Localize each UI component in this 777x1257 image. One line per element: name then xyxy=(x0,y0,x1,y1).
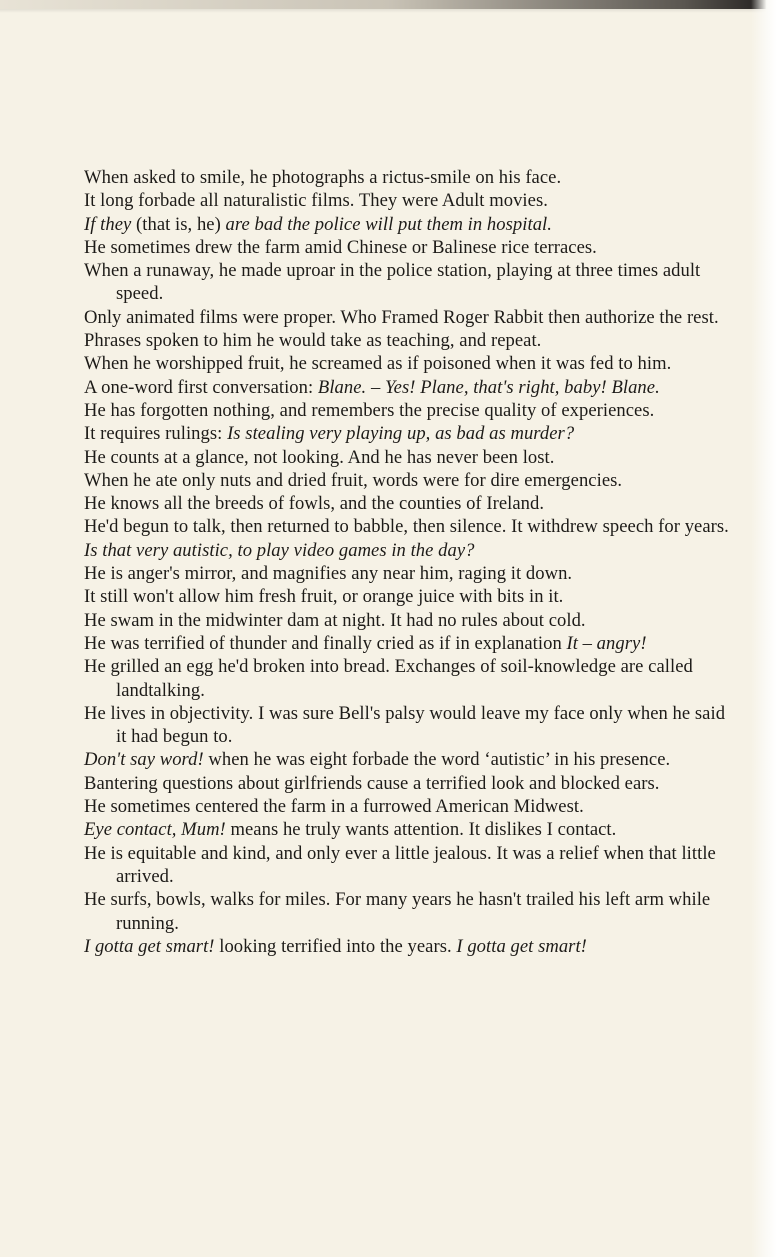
poem-line-text: Bantering questions about girlfriends cause a terrified look and blocked ears. xyxy=(84,772,660,794)
poem-line-text: He was terrified of thunder and finally cried as if in explanation xyxy=(84,632,567,654)
poem-line xyxy=(84,772,734,795)
poem-line xyxy=(84,609,734,632)
poem-line-italic-text: I gotta get smart! xyxy=(84,935,215,957)
poem-line xyxy=(84,632,734,655)
poem-line-text: means he truly wants attention. It dislikes I contact. xyxy=(225,819,617,841)
poem-line-text: It requires rulings: xyxy=(84,423,228,445)
poem-body xyxy=(84,166,734,958)
poem-line xyxy=(84,655,734,702)
poem-line xyxy=(84,842,734,889)
poem-line-text: He has forgotten nothing, and remembers the precise quality of experiences. xyxy=(84,399,655,421)
poem-line xyxy=(84,539,734,562)
poem-line xyxy=(84,748,734,771)
poem-line-text: He is equitable and kind, and only ever a little jealous. It was a relief when that little arrived. xyxy=(84,842,716,887)
poem-line-text: Only animated films were proper. Who Framed Roger Rabbit then authorize the rest. xyxy=(84,306,719,328)
poem-line-text: He counts at a glance, not looking. And he has never been lost. xyxy=(84,446,555,468)
poem-line xyxy=(84,376,734,399)
poem-line-text: Phrases spoken to him he would take as teaching, and repeat. xyxy=(84,330,542,352)
poem-line xyxy=(84,329,734,352)
poem-line xyxy=(84,166,734,189)
poem-line-italic-text: It – angry! xyxy=(566,632,647,654)
poem-line-italic-text: I gotta get smart! xyxy=(456,935,587,957)
poem-line-text: He grilled an egg he'd broken into bread. Exchanges of soil-knowledge are called landtalking. xyxy=(84,656,693,701)
poem-line-text: (that is, he) xyxy=(131,213,226,235)
poem-line xyxy=(84,562,734,585)
poem-line xyxy=(84,399,734,422)
poem-line xyxy=(84,306,734,329)
poem-line-italic-text: Blane. – Yes! Plane, that's right, baby! Blane. xyxy=(317,376,660,398)
poem-line-text: He swam in the midwinter dam at night. It had no rules about cold. xyxy=(84,609,586,631)
poem-line-text: A one-word first conversation: xyxy=(84,376,318,398)
poem-line xyxy=(84,236,734,259)
page-right-margin xyxy=(751,0,777,1257)
poem-line xyxy=(84,259,734,306)
poem-line xyxy=(84,469,734,492)
poem-line-text: He lives in objectivity. I was sure Bell's palsy would leave my face only when he said it had begun to. xyxy=(84,702,726,748)
page-top-edge xyxy=(0,0,777,9)
poem-line xyxy=(84,585,734,608)
poem-line-text: When he worshipped fruit, he screamed as if poisoned when it was fed to him. xyxy=(84,353,672,375)
poem-line xyxy=(84,422,734,445)
poem-line-italic-text: Is that very autistic, to play video games in the day? xyxy=(84,539,475,561)
poem-line xyxy=(84,888,734,935)
poem-line-text: It still won't allow him fresh fruit, or orange juice with bits in it. xyxy=(84,586,564,608)
poem-line-text: He is anger's mirror, and magnifies any near him, raging it down. xyxy=(84,563,573,585)
poem-line-text: When a runaway, he made uproar in the police station, playing at three times adult speed. xyxy=(84,260,701,305)
poem-line xyxy=(84,935,734,958)
poem-line-text: It long forbade all naturalistic films. They were Adult movies. xyxy=(84,190,548,212)
poem-line xyxy=(84,189,734,212)
poem-line xyxy=(84,492,734,515)
poem-line-italic-text: If they xyxy=(84,213,132,235)
poem-line-text: He'd begun to talk, then returned to babble, then silence. It withdrew speech for years. xyxy=(84,516,729,538)
poem-line xyxy=(84,702,734,749)
poem-line-text: He knows all the breeds of fowls, and the counties of Ireland. xyxy=(84,493,545,515)
poem-line-text: looking terrified into the years. xyxy=(214,935,457,957)
poem-line xyxy=(84,795,734,818)
poem-line xyxy=(84,446,734,469)
poem-line xyxy=(84,818,734,841)
poem-line xyxy=(84,352,734,375)
poem-line xyxy=(84,515,734,538)
poem-line xyxy=(84,213,734,236)
poem-line-text: He sometimes centered the farm in a furrowed American Midwest. xyxy=(84,796,584,818)
page-top-shadow xyxy=(0,9,777,13)
poem-line-text: when he was eight forbade the word ‘autistic’ in his presence. xyxy=(203,749,671,771)
poem-line-text: When asked to smile, he photographs a rictus-smile on his face. xyxy=(84,167,562,188)
poem-line-text: He sometimes drew the farm amid Chinese or Balinese rice terraces. xyxy=(84,236,597,258)
poem-line-text: When he ate only nuts and dried fruit, words were for dire emergencies. xyxy=(84,469,623,491)
poem-line-italic-text: Don't say word! xyxy=(84,749,204,771)
poem-line-italic-text: are bad the police will put them in hospital. xyxy=(225,213,552,235)
poem-line-text: He surfs, bowls, walks for miles. For many years he hasn't trailed his left arm while running. xyxy=(84,889,711,934)
poem-line-italic-text: Is stealing very playing up, as bad as murder? xyxy=(227,423,575,445)
poem-line-italic-text: Eye contact, Mum! xyxy=(84,819,226,841)
